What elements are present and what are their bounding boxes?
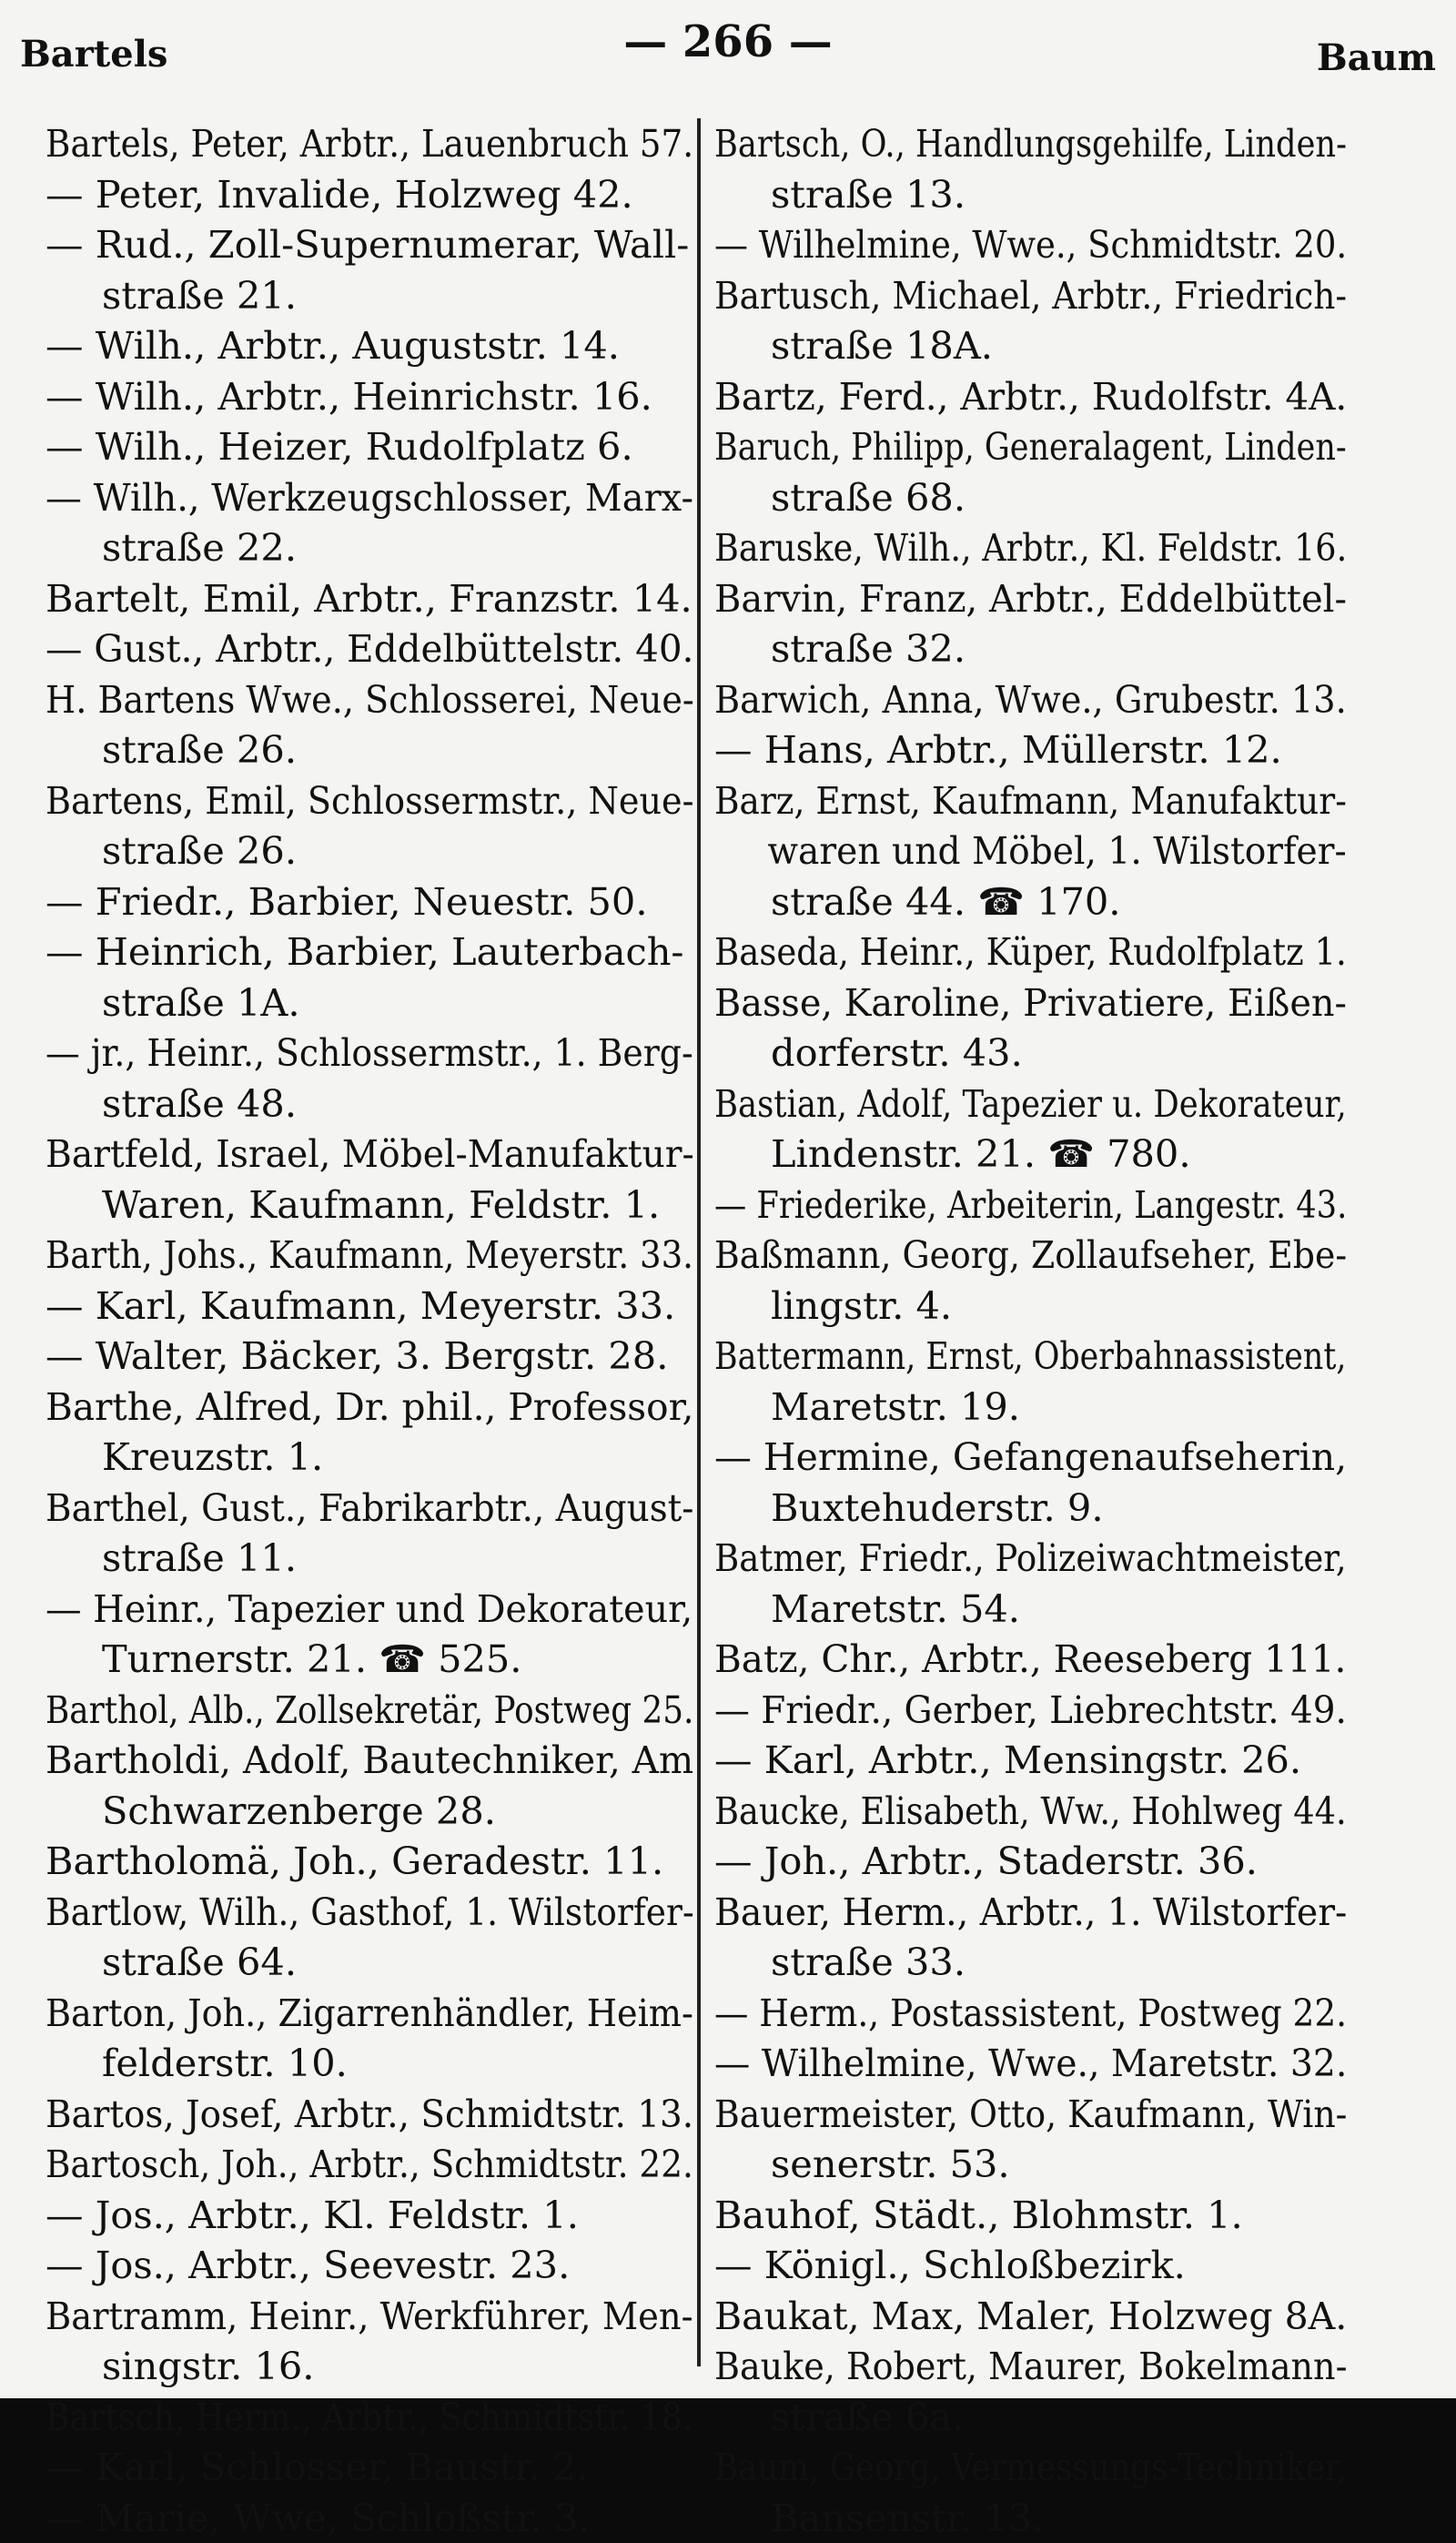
directory-entry: Bartelt, Emil, Arbtr., Franzstr. 14. (46, 573, 693, 624)
header-first-name: Bartels (20, 33, 167, 76)
directory-entry: — Friedr., Gerber, Liebrechtstr. 49. (714, 1685, 1307, 1736)
directory-entry: Baruch, Philipp, Generalagent, Linden- (714, 421, 1248, 472)
directory-entry: — Friederike, Arbeiterin, Langestr. 43. (714, 1180, 1251, 1231)
directory-entry-continuation: straße 44. ☎ 170. (714, 876, 1347, 927)
directory-entry: — Peter, Invalide, Holzweg 42. (46, 169, 693, 220)
directory-entry: Bartos, Josef, Arbtr., Schmidtstr. 13. (46, 2089, 652, 2140)
directory-entry-continuation: straße 33. (714, 1937, 1347, 1988)
directory-entry: Bartosch, Joh., Arbtr., Schmidtstr. 22. (46, 2139, 630, 2190)
directory-entry: Baukat, Max, Maler, Holzweg 8A. (714, 2291, 1339, 2342)
directory-entry: Bartfeld, Israel, Möbel-Manufaktur- (46, 1129, 659, 1180)
directory-entry: Barthel, Gust., Fabrikarbtr., August- (46, 1483, 652, 1534)
directory-entry: — Hermine, Gefangenaufseherin, (714, 1432, 1338, 1483)
directory-entry: — Hans, Arbtr., Müllerstr. 12. (714, 724, 1347, 775)
page-number: — 266 — (20, 16, 1436, 67)
directory-entry: — Jos., Arbtr., Seevestr. 23. (46, 2240, 693, 2291)
directory-entry-continuation: straße 21. (46, 270, 693, 321)
directory-entry: Barwich, Anna, Wwe., Grubestr. 13. (714, 674, 1298, 725)
directory-entry: Bauke, Robert, Maurer, Bokelmann- (714, 2341, 1294, 2392)
directory-entry: — Heinrich, Barbier, Lauterbach- (46, 927, 693, 978)
directory-entry-continuation: straße 32. (714, 623, 1347, 674)
directory-entry: — Gust., Arbtr., Eddelbüttelstr. 40. (46, 623, 676, 674)
directory-entry-continuation: Bansenstr. 13. (714, 2493, 1347, 2543)
directory-entry: Barton, Joh., Zigarrenhändler, Heim- (46, 1988, 642, 2039)
directory-entry: — Wilh., Heizer, Rudolfplatz 6. (46, 421, 693, 472)
directory-entry: Bartels, Peter, Arbtr., Lauenbruch 57. (46, 118, 629, 169)
directory-entry-continuation: Schwarzenberge 28. (46, 1786, 693, 1837)
directory-entry-continuation: straße 13. (714, 169, 1347, 220)
directory-entry: Bauer, Herm., Arbtr., 1. Wilstorfer- (714, 1887, 1314, 1938)
directory-entry: Baucke, Elisabeth, Ww., Hohlweg 44. (714, 1786, 1274, 1837)
directory-entry: — Joh., Arbtr., Staderstr. 36. (714, 1836, 1347, 1887)
directory-entry-continuation: straße 26. (46, 826, 693, 876)
directory-entry: H. Bartens Wwe., Schlosserei, Neue- (46, 674, 641, 725)
directory-entry: — Friedr., Barbier, Neuestr. 50. (46, 876, 693, 927)
directory-entry: — Rud., Zoll-Supernumerar, Wall- (46, 219, 693, 270)
page-header (20, 16, 1436, 98)
column-divider (697, 118, 701, 2366)
directory-entry-continuation: straße 48. (46, 1079, 693, 1130)
directory-entry: Barthe, Alfred, Dr. phil., Professor, (46, 1382, 679, 1433)
directory-entry: — Wilh., Arbtr., Heinrichstr. 16. (46, 371, 693, 422)
right-column (714, 118, 1347, 2366)
directory-entry: — Walter, Bäcker, 3. Bergstr. 28. (46, 1331, 693, 1382)
directory-entry-continuation: felderstr. 10. (46, 2038, 693, 2089)
directory-entry-continuation: Waren, Kaufmann, Feldstr. 1. (46, 1180, 693, 1231)
directory-entry: — Karl, Kaufmann, Meyerstr. 33. (46, 1281, 693, 1332)
directory-entry: — Heinr., Tapezier und Dekorateur, (46, 1584, 663, 1635)
directory-entry: Baseda, Heinr., Küper, Rudolfplatz 1. (714, 927, 1279, 978)
directory-entry-continuation: straße 68. (714, 472, 1347, 523)
directory-entry: Bartsch, O., Handlungsgehilfe, Linden- (714, 118, 1250, 169)
directory-entry: Baruske, Wilh., Arbtr., Kl. Feldstr. 16. (714, 522, 1271, 573)
directory-entry: — Königl., Schloßbezirk. (714, 2240, 1347, 2291)
directory-entry: — Herm., Postassistent, Postweg 22. (714, 1988, 1284, 2039)
directory-entry-continuation: senerstr. 53. (714, 2139, 1347, 2190)
directory-entry: — Wilhelmine, Wwe., Maretstr. 32. (714, 2038, 1313, 2089)
directory-entry: Baßmann, Georg, Zollaufseher, Ebe- (714, 1230, 1289, 1281)
directory-entry-continuation: straße 6a. (714, 2392, 1347, 2443)
directory-entry-continuation: straße 1A. (46, 978, 693, 1028)
directory-entry: Basse, Karoline, Privatiere, Eißen- (714, 978, 1321, 1028)
directory-entry: — jr., Heinr., Schlossermstr., 1. Berg- (46, 1028, 635, 1079)
directory-entry: — Wilhelmine, Wwe., Schmidtstr. 20. (714, 219, 1278, 270)
directory-entry-continuation: Maretstr. 19. (714, 1382, 1347, 1433)
directory-entry-continuation: lingstr. 4. (714, 1281, 1347, 1332)
directory-entry: Battermann, Ernst, Oberbahnassistent, (714, 1331, 1245, 1382)
directory-entry: Bartens, Emil, Schlossermstr., Neue- (46, 775, 641, 826)
directory-entry: Bartholdi, Adolf, Bautechniker, Am (46, 1735, 676, 1786)
directory-entry: Barvin, Franz, Arbtr., Eddelbüttel- (714, 573, 1324, 624)
left-column (46, 118, 693, 2366)
directory-entry-continuation: Buxtehuderstr. 9. (714, 1483, 1347, 1534)
directory-entry-continuation: Kreuzstr. 1. (46, 1432, 693, 1483)
directory-entry: Bartusch, Michael, Arbtr., Friedrich- (714, 270, 1286, 321)
directory-entry-continuation: Turnerstr. 21. ☎ 525. (46, 1634, 693, 1685)
header-last-name: Baum (1317, 36, 1436, 79)
directory-entry: Baum, Georg, Vermessungs-Techniker, (714, 2442, 1257, 2493)
directory-entry: Bartlow, Wilh., Gasthof, 1. Wilstorfer- (46, 1887, 632, 1938)
directory-entry-continuation: straße 11. (46, 1533, 693, 1584)
directory-entry-continuation: straße 22. (46, 522, 693, 573)
directory-entry: — Karl, Schlosser, Baustr. 2. (46, 2442, 693, 2493)
directory-entry-continuation: straße 26. (46, 724, 693, 775)
directory-entry: Bastian, Adolf, Tapezier u. Dekorateur, (714, 1079, 1254, 1130)
directory-entry-continuation: straße 18A. (714, 320, 1347, 371)
directory-entry: — Wilh., Werkzeugschlosser, Marx- (46, 472, 669, 523)
directory-entry: Bauermeister, Otto, Kaufmann, Win- (714, 2089, 1289, 2140)
directory-entry-continuation: waren und Möbel, 1. Wilstorfer- (714, 826, 1311, 876)
directory-entry-continuation: singstr. 16. (46, 2341, 693, 2392)
directory-entry: Bartz, Ferd., Arbtr., Rudolfstr. 4A. (714, 371, 1331, 422)
directory-entry-continuation: dorferstr. 43. (714, 1028, 1347, 1079)
directory-entry: Bartramm, Heinr., Werkführer, Men- (46, 2291, 645, 2342)
directory-entry: — Karl, Arbtr., Mensingstr. 26. (714, 1735, 1347, 1786)
directory-entry: Batmer, Friedr., Polizeiwachtmeister, (714, 1533, 1279, 1584)
directory-entry: Bartholomä, Joh., Geradestr. 11. (46, 1836, 693, 1887)
directory-entry-continuation: Lindenstr. 21. ☎ 780. (714, 1129, 1347, 1180)
directory-entry: — Jos., Arbtr., Kl. Feldstr. 1. (46, 2190, 693, 2241)
directory-entry-continuation: Maretstr. 54. (714, 1584, 1347, 1635)
directory-entry: — Marie, Wwe, Schloßstr. 3. (46, 2493, 693, 2543)
directory-entry: Barthol, Alb., Zollsekretär, Postweg 25. (46, 1685, 604, 1736)
directory-entry: Barth, Johs., Kaufmann, Meyerstr. 33. (46, 1230, 625, 1281)
directory-entry: Bartsch, Herm., Arbtr., Schmidtstr. 18. (46, 2392, 610, 2443)
directory-entry: Bauhof, Städt., Blohmstr. 1. (714, 2190, 1347, 2241)
directory-entry: Batz, Chr., Arbtr., Reeseberg 111. (714, 1634, 1332, 1685)
directory-entry: Barz, Ernst, Kaufmann, Manufaktur- (714, 775, 1286, 826)
directory-entry: — Wilh., Arbtr., Auguststr. 14. (46, 320, 693, 371)
directory-entry-continuation: straße 64. (46, 1937, 693, 1988)
